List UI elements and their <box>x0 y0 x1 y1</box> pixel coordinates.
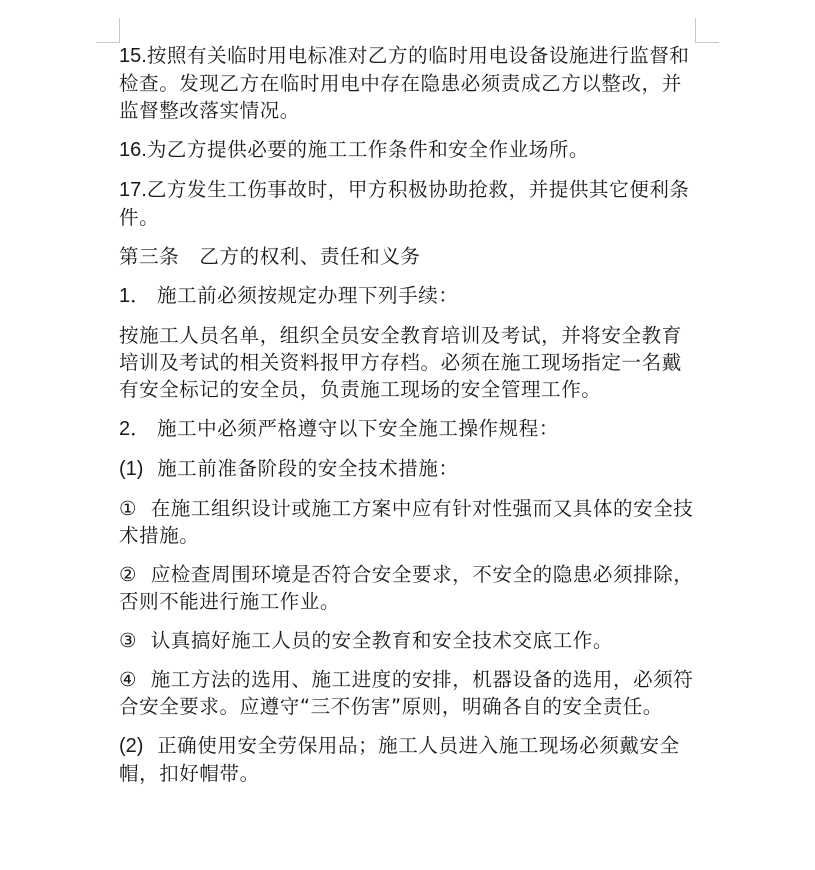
item-number: ④ <box>119 668 138 691</box>
item-number: 16. <box>119 139 147 161</box>
item-number: ② <box>119 563 138 586</box>
paragraph-text: 乙方发生工伤事故时，甲方积极协助抢救，并提供其它便利条件。 <box>119 178 690 229</box>
item-number: 1． <box>119 285 151 307</box>
paragraph-sub-1 <box>119 455 701 483</box>
paragraph-text: 施工方法的选用、施工进度的安排，机器设备的选用，必须符合安全要求。应遵守“三不伤害”原则，明确各自的安全责任。 <box>119 668 694 718</box>
item-number: ③ <box>119 629 138 652</box>
paragraph-circled-1 <box>119 495 701 549</box>
paragraph-text: 施工前准备阶段的安全技术措施： <box>157 457 459 480</box>
paragraph-15 <box>119 42 701 124</box>
crop-mark-top-left <box>119 18 120 42</box>
paragraph-sub-2 <box>119 732 701 787</box>
section-heading <box>119 243 701 270</box>
document-body <box>119 42 701 787</box>
paragraph-text: 第三条 乙方的权利、责任和义务 <box>119 245 421 268</box>
paragraph-circled-2 <box>119 561 701 615</box>
item-number: (1) <box>119 458 144 480</box>
paragraph-text: 按施工人员名单，组织全员安全教育培训及考试，并将安全教育培训及考试的相关资料报甲方存档。必须在施工现场指定一名戴有安全标记的安全员，负责施工现场的安全管理工作。 <box>119 324 682 401</box>
paragraph-text: 施工中必须严格遵守以下安全施工操作规程： <box>156 417 559 440</box>
item-number: 17. <box>119 179 147 201</box>
paragraph-text: 施工前必须按规定办理下列手续： <box>156 284 459 307</box>
paragraph-text: 按照有关临时用电标准对乙方的临时用电设备设施进行监督和检查。发现乙方在临时用电中存在隐患必须责成乙方以整改，并监督整改落实情况。 <box>119 44 690 122</box>
paragraph-17 <box>119 176 701 231</box>
paragraph-text: 在施工组织设计或施工方案中应有针对性强而又具体的安全技术措施。 <box>119 497 694 547</box>
paragraph-item-2 <box>119 415 701 443</box>
paragraph-text: 应检查周围环境是否符合安全要求，不安全的隐患必须排除，否则不能进行施工作业。 <box>119 563 694 613</box>
paragraph-body <box>119 322 701 403</box>
paragraph-circled-4 <box>119 666 701 720</box>
paragraph-circled-3 <box>119 627 701 654</box>
paragraph-text: 为乙方提供必要的施工工作条件和安全作业场所。 <box>146 138 590 161</box>
item-number: 2． <box>119 418 151 440</box>
paragraph-text: 正确使用安全劳保用品；施工人员进入施工现场必须戴安全帽，扣好帽带。 <box>119 734 680 785</box>
item-number: 15. <box>119 45 147 67</box>
paragraph-text: 认真搞好施工人员的安全教育和安全技术交底工作。 <box>150 629 614 652</box>
paragraph-16 <box>119 136 701 164</box>
item-number: (2) <box>119 735 144 757</box>
crop-mark-top-right <box>695 18 696 42</box>
item-number: ① <box>119 497 138 520</box>
crop-mark-top-left <box>96 42 120 43</box>
paragraph-item-1 <box>119 282 701 310</box>
